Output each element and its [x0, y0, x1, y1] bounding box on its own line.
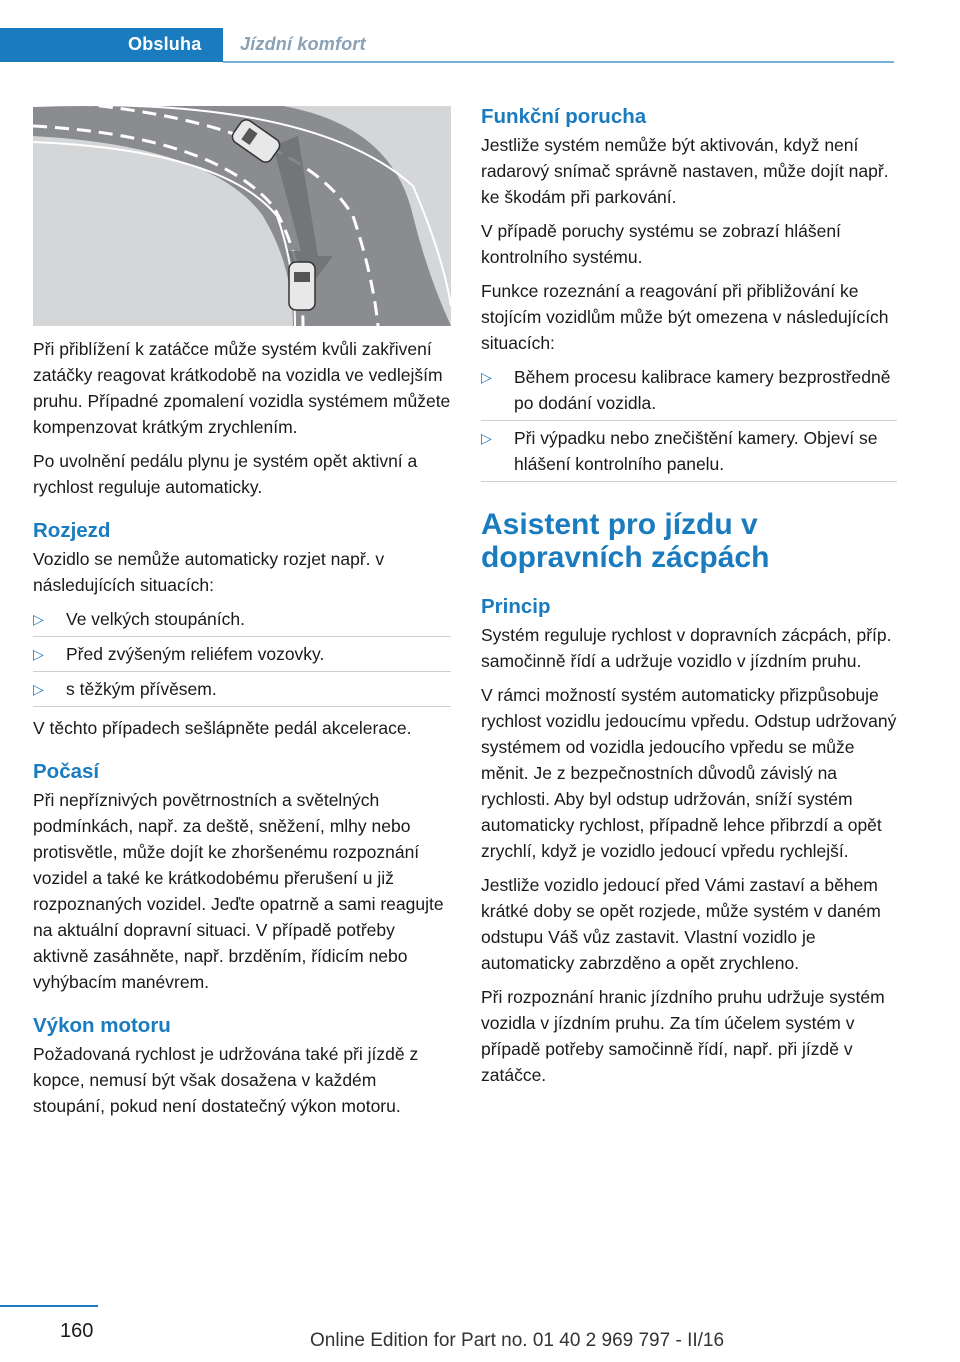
bullet-list [33, 606, 451, 707]
section-heading-rozjezd: Rozjezd [33, 519, 111, 542]
paragraph: Funkce rozeznání a reagování při přibližování ke stojícím vozidlům může být omezena v následujících situacích: [481, 281, 889, 353]
paragraph: Systém reguluje rychlost v dopravních zácpách, příp. samočinně řídí a udržuje vozidlo v jízdním pruhu. [481, 625, 892, 671]
section-heading-princip: Princip [481, 595, 551, 618]
paragraph: Vozidlo se nemůže automaticky rozjet např. v následujících situacích: [33, 549, 385, 595]
list-item-text: Před zvýšeným reliéfem vozovky. [66, 644, 325, 664]
header-tab-jizdni-komfort[interactable]: Jízdní komfort [240, 34, 366, 54]
edition-note: Online Edition for Part no. 01 40 2 969 797 - II/16 [310, 1330, 725, 1351]
section-heading-pocasi: Počasí [33, 760, 100, 783]
right-column [481, 106, 897, 1096]
left-column [33, 106, 451, 1127]
list-item-text: Při výpadku nebo znečištění kamery. Objeví se hlášení kontrolního panelu. [514, 428, 878, 474]
list-item [33, 676, 451, 707]
illustration-caption: Při přiblížení k zatáčce může systém kvůli zakřivení zatáčky reagovat krátkodobě na vozidla ve vedlejším pruhu. Případné zpomalení vozidla systémem můžete kompenzovat krátkým zrychlením. [33, 339, 451, 437]
list-item [481, 425, 897, 482]
paragraph: Při rozpoznání hranic jízdního pruhu udržuje systém vozidla v jízdním pruhu. Za tím účelem systém v případě potřeby samočinně řídí, např. při jízdě v zatáčce. [481, 987, 885, 1085]
triangle-bullet-icon: ▷ [33, 681, 44, 697]
section-heading-vykon-motoru: Výkon motoru [33, 1014, 171, 1037]
paragraph: V případě poruchy systému se zobrazí hlášení kontrolního systému. [481, 221, 841, 267]
section-heading-funkcni-porucha: Funkční porucha [481, 105, 647, 128]
bullet-list [481, 364, 897, 482]
triangle-bullet-icon: ▷ [33, 611, 44, 627]
triangle-bullet-icon: ▷ [33, 646, 44, 662]
list-item-text: s těžkým přívěsem. [66, 679, 217, 699]
page-number: 160 [60, 1320, 94, 1342]
paragraph: Požadovaná rychlost je udržována také při jízdě z kopce, nemusí být však dosažena v každém stoupání, pokud není dostatečný výkon motoru. [33, 1044, 419, 1116]
car-icon [289, 262, 315, 310]
paragraph: Jestliže systém nemůže být aktivován, když není radarový snímač správně nastaven, může dojít např. ke škodám při parkování. [481, 135, 889, 207]
curve-traffic-illustration [33, 106, 451, 326]
list-item-text: Ve velkých stoupáních. [66, 609, 245, 629]
list-item [33, 606, 451, 637]
header-tab-obsluha[interactable]: Obsluha [128, 34, 202, 54]
page-number-rule [0, 1305, 98, 1307]
paragraph: Při nepříznivých povětrnostních a světelných podmínkách, např. za deště, sněžení, mlhy nebo protisvětle, může dojít ke zhoršenému rozpoznání vozidel a také ke krátkodobému přerušení u již rozpoznaných vozidel. Jeďte opatrně a sami reagujte na aktuální dopravní situaci. V případě potřeby aktivně zasáhněte, např. brzděním, řídicím nebo vyhýbacím manévrem. [33, 790, 444, 992]
chapter-title: Asistent pro jízdu v dopravních zácpách [481, 508, 770, 574]
paragraph: Jestliže vozidlo jedoucí před Vámi zastaví a během krátké doby se opět rozjede, může systém v daném odstupu Váš vůz zastavit. Vlastní vozidlo je automaticky zabrzděno a opět zrychleno. [481, 875, 881, 973]
paragraph: V rámci možností systém automaticky přizpůsobuje rychlost vozidlu jedoucímu vpředu. Odstup udržovaný systémem od vozidla jedoucího vpředu se může měnit. Je z bezpečnostních důvodů závislý na rychlosti. Aby byl odstup udržován, sníží systém automaticky rychlost, případně lehce přibrzdí a opět zrychlí, když je vozidlo jedoucí vpředu rychlejší. [481, 685, 897, 861]
paragraph: Po uvolnění pedálu plynu je systém opět aktivní a rychlost reguluje automaticky. [33, 451, 418, 497]
list-item [481, 364, 897, 421]
header-rule [223, 61, 894, 63]
triangle-bullet-icon: ▷ [481, 369, 492, 385]
paragraph: V těchto případech sešlápněte pedál akcelerace. [33, 718, 412, 738]
triangle-bullet-icon: ▷ [481, 430, 492, 446]
list-item-text: Během procesu kalibrace kamery bezprostředně po dodání vozidla. [514, 367, 891, 413]
list-item [33, 641, 451, 672]
